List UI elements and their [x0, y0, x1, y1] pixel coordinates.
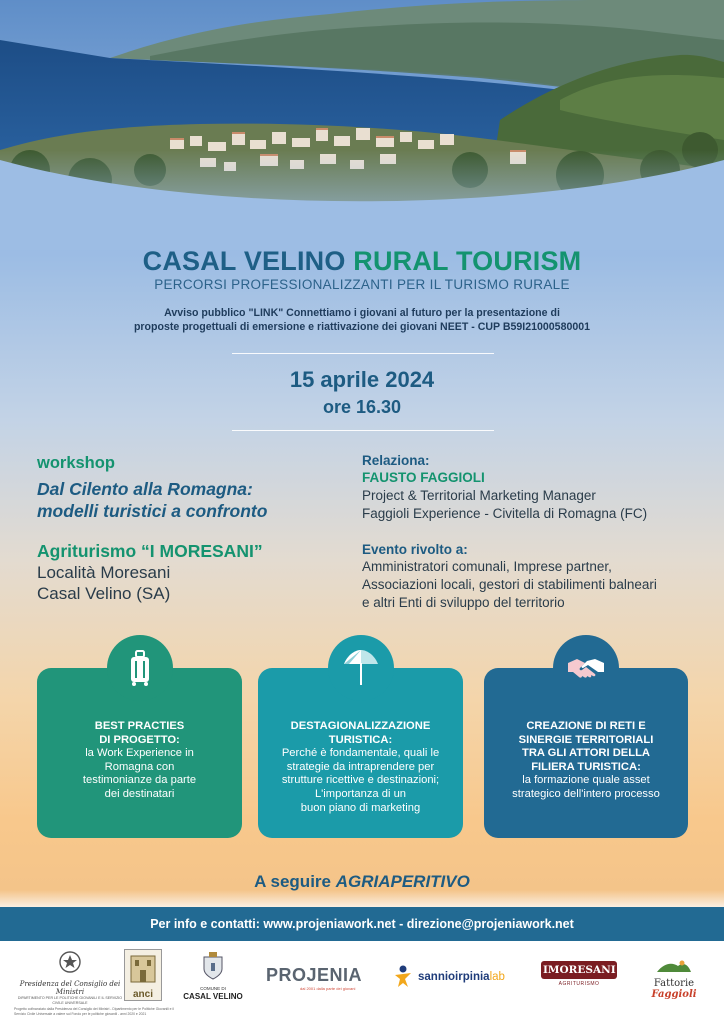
agriaperitivo-note [0, 872, 724, 892]
event-title [0, 246, 724, 277]
speaker-role: Project & Territorial Marketing Manager [362, 488, 596, 503]
coat-of-arms-icon [201, 951, 225, 981]
workshop-title [37, 478, 357, 522]
comune-label: COMUNE DI [200, 986, 226, 991]
sannio-lab: lab [489, 971, 505, 983]
card-body-line: buon piano di marketing [300, 801, 421, 814]
seguire-highlight: AGRIAPERITIVO [335, 872, 470, 891]
card-body-line: dei destinatari [104, 787, 175, 800]
card-body-line: strategico dell'intero processo [512, 787, 660, 800]
beach-umbrella-icon [328, 635, 394, 701]
title-main: CASAL VELINO [142, 246, 346, 276]
presidenza-department: DIPARTIMENTO PER LE POLITICHE GIOVANILI E IL SERVIZIO CIVILE UNIVERSALE [17, 996, 123, 1005]
projenia-wordmark: PROJENIA [266, 965, 363, 985]
luggage-icon [107, 635, 173, 701]
moresani-logo [541, 961, 617, 987]
workshop-title-line: modelli turistici a confronto [37, 501, 268, 521]
event-time: ore 16.30 [322, 397, 402, 417]
venue-locality: Località Moresani [37, 563, 171, 582]
card-body-line: strategie da intraprendere per [286, 760, 435, 773]
card-title-line: TURISTICA: [328, 733, 393, 746]
presidenza-name: Presidenza del Consiglio dei Ministri [19, 980, 121, 996]
speaker-company: Faggioli Experience - Civitella di Romagna (FC) [362, 506, 648, 521]
card-body-line: Perché è fondamentale, quali le [281, 747, 440, 760]
card-body-line: testimonianze da parte [82, 774, 197, 787]
building-icon [125, 950, 161, 984]
event-date: 15 aprile 2024 [289, 367, 435, 392]
projenia-logo [266, 965, 370, 991]
venue-name: Agriturismo “I MORESANI” [37, 541, 263, 561]
card-body-line: strutture ricettive e destinazioni; [281, 774, 440, 787]
person-figure-icon [392, 965, 414, 989]
workshop-info [37, 454, 357, 604]
card-title-line: BEST PRACTIES [94, 720, 185, 732]
card-body-line: la formazione quale asset [522, 774, 650, 787]
comune-logo [180, 951, 246, 1001]
sannio-wordmark: sannioirpinia [418, 971, 490, 983]
fattorie-faggioli-logo [636, 959, 712, 1000]
moresani-tagline: AGRITURISMO [558, 981, 600, 987]
handshake-icon [553, 635, 619, 701]
seguire-prefix: A seguire [254, 872, 331, 891]
card-title-line: TRA GLI ATTORI DELLA [521, 747, 651, 760]
contact-bar [0, 907, 724, 941]
moresani-wordmark: IMORESANI [541, 961, 617, 979]
anci-label: anci [132, 989, 153, 1000]
audience-line: Amministratori comunali, Imprese partner, [362, 559, 612, 574]
sponsor-logos [0, 941, 724, 1024]
sannioirpinialab-logo [392, 965, 526, 989]
speaker-name: FAUSTO FAGGIOLI [362, 470, 485, 485]
farm-hills-icon [656, 959, 692, 973]
cofinancing-footnote: Progetto cofinanziato dalla Presidenza del Consiglio dei Ministri - Dipartimento per le Politiche Giovanili e il Servizio Civile Universale a valere sul Fondo per le politiche giovanili - anni 2020 e 2021 [14, 1007, 175, 1016]
contact-text: Per info e contatti: www.projeniawork.net - direzione@projeniawork.net [150, 917, 574, 931]
card-body-line: Romagna con [104, 760, 175, 773]
comune-name: CASAL VELINO [183, 992, 243, 1001]
event-subtitle: PERCORSI PROFESSIONALIZZANTI PER IL TURISMO RURALE [154, 277, 570, 292]
avviso-line: Avviso pubblico "LINK" Connettiamo i giovani al futuro per la presentazione di [164, 307, 560, 319]
workshop-kicker: workshop [37, 454, 115, 472]
divider-top [232, 353, 494, 354]
audience-label: Evento rivolto a: [362, 542, 468, 557]
audience-line: e altri Enti di sviluppo del territorio [362, 595, 565, 610]
speaker-info [362, 452, 702, 612]
venue-town: Casal Velino (SA) [37, 584, 171, 603]
divider-bottom [232, 430, 494, 431]
workshop-title-line: Dal Cilento alla Romagna: [37, 479, 253, 499]
speaker-label: Relaziona: [362, 453, 430, 468]
card-title-line: DESTAGIONALIZZAZIONE [290, 720, 431, 732]
card-title-line: CREAZIONE DI RETI E [526, 720, 646, 732]
audience-line: Associazioni locali, gestori di stabilimenti balneari [362, 577, 657, 592]
card-title-line: FILIERA TURISTICA: [531, 760, 641, 773]
anci-logo [124, 949, 162, 1001]
fattorie-wordmark: Fattorie [653, 978, 695, 989]
avviso-line: proposte progettuali di emersione e riattivazione dei giovani NEET - CUP B59I21000580001 [133, 321, 591, 333]
card-body-line: L'importanza di un [314, 787, 407, 800]
projenia-tagline: dal 2001 dalla parte dei giovani [300, 986, 356, 991]
faggioli-wordmark: Faggioli [651, 989, 697, 1000]
card-title-line: DI PROGETTO: [99, 733, 180, 746]
hero-landscape-photo [0, 0, 724, 250]
italian-emblem-icon [58, 949, 82, 975]
card-body-line: la Work Experience in [85, 747, 194, 760]
presidenza-logo [14, 949, 126, 1006]
title-accent: RURAL TOURISM [353, 246, 582, 276]
card-title-line: SINERGIE TERRITORIALI [518, 733, 654, 746]
avviso-text [60, 306, 664, 334]
